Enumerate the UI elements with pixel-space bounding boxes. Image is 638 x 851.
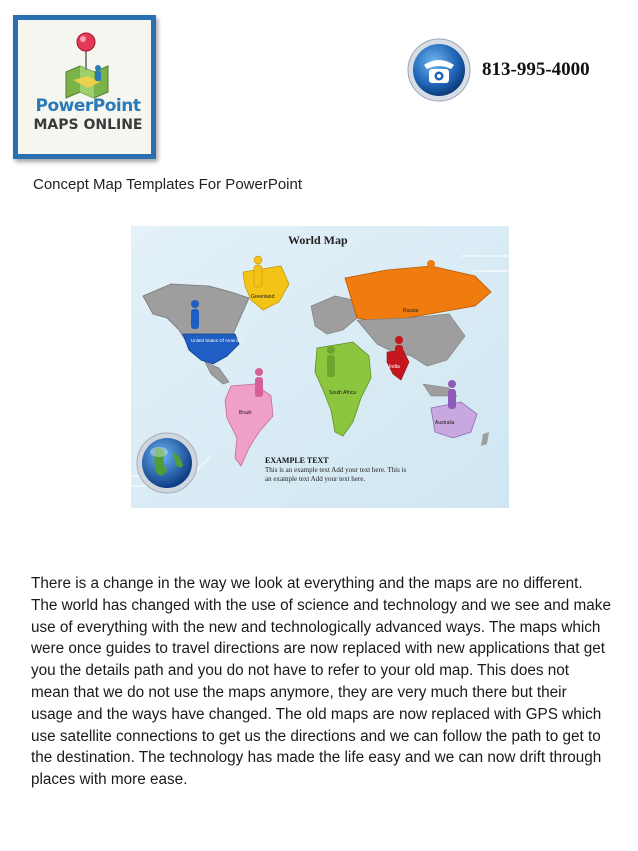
logo-line2: MAPS ONLINE [33, 117, 143, 133]
logo-card [18, 20, 151, 154]
phone-number[interactable]: 813-995-4000 [482, 59, 590, 80]
person-figure-usa [191, 300, 199, 329]
person-figure-africa [327, 346, 335, 377]
person-figure-russia [427, 260, 435, 293]
example-line1: This is an example text Add your text here. This is [265, 466, 407, 474]
person-figure-brazil [255, 368, 263, 397]
world-map [131, 226, 509, 508]
label-brazil: Brazil [239, 410, 252, 416]
logo [13, 15, 156, 159]
label-india: India [389, 364, 400, 370]
example-heading: EXAMPLE TEXT [265, 456, 329, 465]
logo-text [24, 96, 152, 134]
label-australia: Australia [435, 420, 455, 426]
map-pin-icon [18, 20, 151, 100]
label-usa: United States Of America [191, 338, 242, 343]
example-line2: an example text Add your text here. [265, 475, 366, 483]
label-russia: Russia [403, 308, 419, 314]
subtitle: Concept Map Templates For PowerPoint [33, 176, 303, 193]
logo-line1: PowerPoint [35, 96, 141, 116]
telephone-icon [407, 38, 471, 102]
person-figure-australia [448, 380, 456, 409]
body-paragraph: There is a change in the way we look at everything and the maps are no different. The world has changed with the use of science and technology and we see and make use of everything with the new and technologically advanced ways. The maps which were once guides to travel directions are now replaced with new applications that get you the details path and you do not have to refer to your old map. This does not mean that we do not use the maps anymore, they are very much there but their usage and the ways have changed. The old maps are now replaced with GPS which use satellite connections to get us the directions and we can follow the path to get to the destination. The technology has made the life easy and we can now drift through places with more ease. [31, 575, 611, 789]
label-greenland: Greenland [251, 294, 275, 300]
globe-icon [137, 433, 197, 493]
label-south-africa: South Africa [329, 390, 356, 396]
person-figure-india [395, 336, 403, 363]
map-title: World Map [288, 233, 348, 247]
person-figure-greenland [254, 256, 262, 287]
